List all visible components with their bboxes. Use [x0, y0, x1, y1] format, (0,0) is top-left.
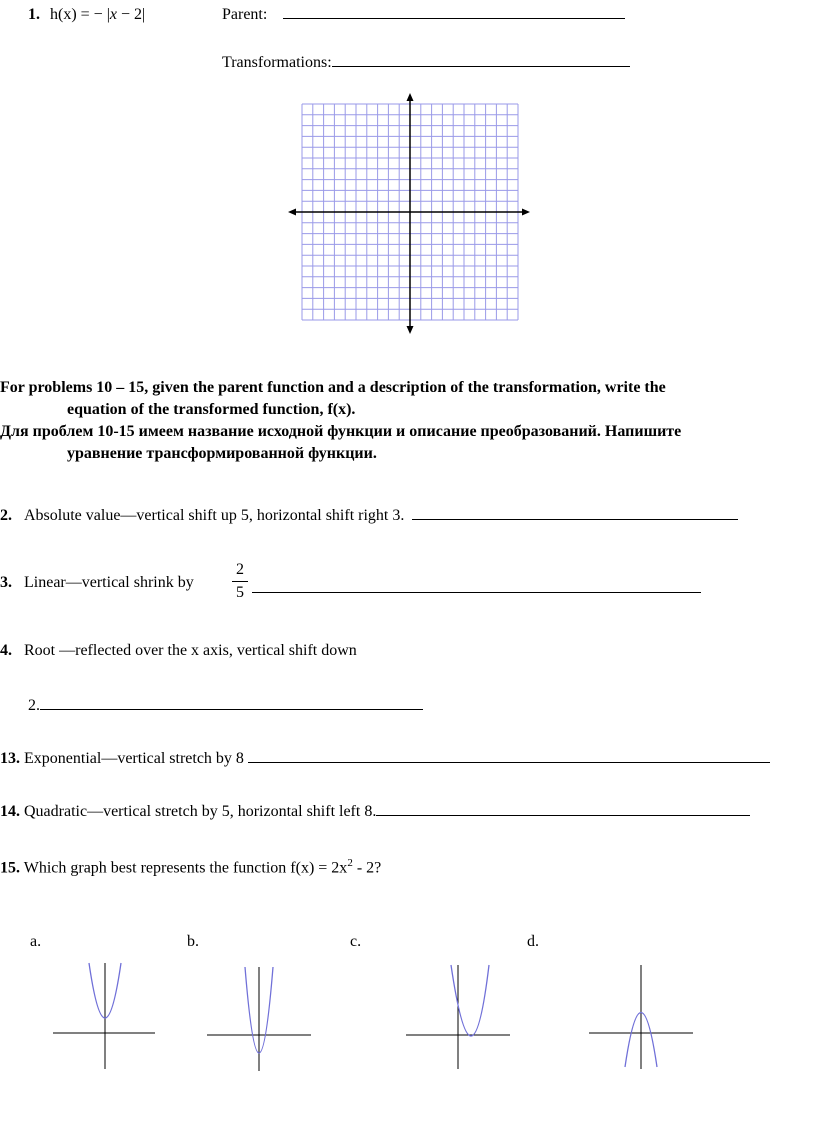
problem-14 — [0, 803, 750, 821]
problem-13-number: 13. — [0, 750, 20, 767]
choice-c-graph[interactable] — [405, 964, 511, 1070]
problem-14-text: Quadratic—vertical stretch by 5, horizontal shift left 8. — [24, 803, 377, 820]
y-axis — [407, 93, 414, 334]
coordinate-grid[interactable] — [286, 92, 534, 336]
problem-13-text: Exponential—vertical stretch by 8 — [24, 750, 244, 767]
choice-d-label[interactable]: d. — [527, 933, 539, 950]
problem-4 — [0, 642, 357, 660]
fraction-numerator: 2 — [232, 561, 248, 582]
problem-15-exponent: 2 — [347, 857, 353, 869]
abs-bar-left: | — [106, 6, 110, 23]
problem-4-text: Root —reflected over the x axis, vertical shift down — [24, 642, 357, 659]
instructions-en-line1: For problems 10 – 15, given the parent function and a description of the transformation, write the — [0, 379, 666, 396]
abs-inner-x: x — [109, 6, 118, 23]
problem-1-lhs: h(x) = − — [50, 6, 103, 23]
choice-a-graph[interactable] — [52, 962, 156, 1070]
problem-2-number: 2. — [0, 507, 12, 524]
x-axis — [288, 209, 530, 216]
transformations-field — [222, 54, 630, 72]
fraction-denominator: 5 — [236, 584, 244, 601]
problem-3-answer-wrap — [252, 574, 701, 598]
problem-15-text-a: Which graph best represents the function f(x) = 2x — [23, 859, 348, 877]
problem-4-cont-text: 2. — [28, 697, 40, 714]
abs-bar-right: | — [142, 6, 146, 23]
instructions-ru-line2: уравнение трансформированной функции. — [67, 445, 377, 462]
problem-2 — [0, 507, 738, 525]
problem-14-number: 14. — [0, 803, 20, 820]
abs-inner-minus: − 2 — [121, 6, 143, 23]
transformations-answer-line[interactable] — [332, 66, 630, 67]
problem-15-text-b: - 2? — [352, 859, 382, 877]
choice-c-label[interactable]: c. — [350, 933, 362, 950]
problem-15 — [0, 857, 381, 877]
problem-4-number: 4. — [0, 642, 12, 659]
problem-13 — [0, 750, 770, 768]
choice-b-graph[interactable] — [206, 966, 312, 1072]
problem-3-fraction — [232, 561, 248, 602]
problem-14-answer-line[interactable] — [376, 815, 750, 816]
problem-1-number: 1. — [28, 6, 40, 23]
problem-1 — [28, 6, 145, 24]
problem-2-answer-line[interactable] — [412, 519, 738, 520]
choice-c-parabola — [451, 965, 489, 1036]
parent-answer-line[interactable] — [283, 18, 625, 19]
problem-4-continuation — [28, 697, 423, 715]
problem-3-text: Linear—vertical shrink by — [24, 574, 194, 591]
transformations-label: Transformations: — [222, 54, 332, 71]
problem-15-number: 15. — [0, 859, 20, 877]
parent-field — [222, 6, 625, 24]
problem-3 — [0, 574, 194, 592]
problem-4-answer-line[interactable] — [40, 709, 423, 710]
choice-a-label[interactable]: a. — [30, 933, 42, 950]
problem-3-answer-line[interactable] — [252, 574, 701, 593]
choice-b-label[interactable]: b. — [187, 933, 199, 950]
instructions-en-line2: equation of the transformed function, f(x). — [67, 401, 356, 418]
choice-d-graph[interactable] — [588, 964, 694, 1070]
parent-label: Parent: — [222, 6, 268, 23]
instructions-ru-line1: Для проблем 10-15 имеем название исходной функции и описание преобразований. Напишите — [0, 423, 682, 440]
problem-13-answer-line[interactable] — [248, 762, 770, 763]
problem-3-number: 3. — [0, 574, 12, 591]
problem-2-text: Absolute value—vertical shift up 5, horizontal shift right 3. — [24, 507, 405, 524]
